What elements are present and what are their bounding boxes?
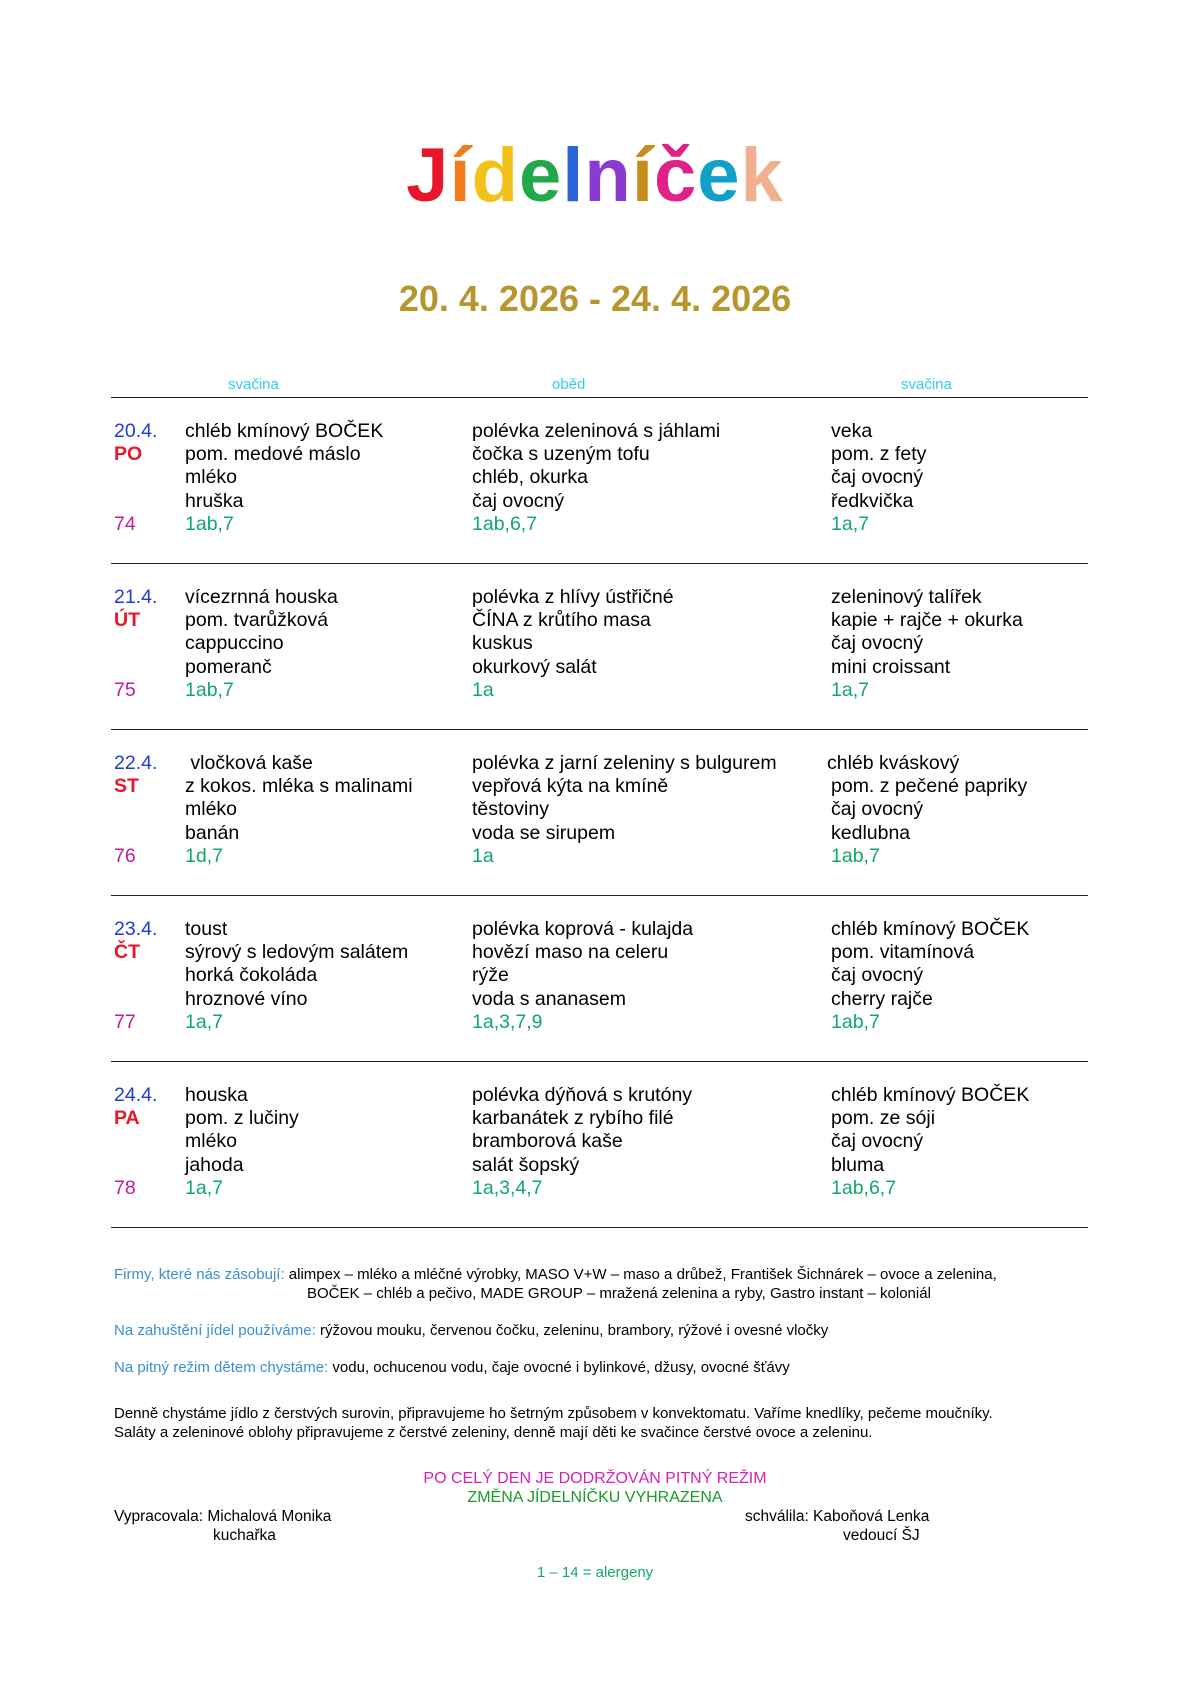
menu-item: mléko xyxy=(185,1130,238,1153)
approved-by: schválila: Kaboňová Lenka xyxy=(745,1508,930,1525)
menu-item: čaj ovocný xyxy=(831,1130,924,1153)
title-letter: d xyxy=(471,133,520,218)
menu-item: mléko xyxy=(185,798,238,821)
day-abbr: PA xyxy=(114,1107,140,1130)
menu-item: chléb kmínový BOČEK xyxy=(185,420,384,442)
menu-item: pom. tvarůžková xyxy=(185,609,329,632)
day-row xyxy=(0,420,1190,580)
note-line-2: Saláty a zeleninové oblohy připravujeme z čerstvé zeleniny, denně mají děti ke svačince čerstvé ovoce a zeleninu. xyxy=(114,1424,873,1441)
column-header-lunch: oběd xyxy=(552,376,586,393)
page-title xyxy=(0,133,1190,218)
column-header-afternoon-snack: svačina xyxy=(901,376,952,393)
lunch-cell xyxy=(472,752,777,868)
menu-item: vločková kaše xyxy=(185,752,313,774)
thickening-text: rýžovou mouku, červenou čočku, zeleninu, brambory, rýžové i ovesné vločky xyxy=(319,1322,829,1339)
menu-item: chléb, okurka xyxy=(472,466,588,489)
day-date: 22.4. xyxy=(114,752,158,774)
allergens: 1ab,7 xyxy=(831,844,880,867)
menu-item: pom. vitamínová xyxy=(831,941,975,964)
afternoon-snack-cell xyxy=(831,586,1023,702)
menu-item: cherry rajče xyxy=(831,987,933,1010)
thickening-label: Na zahuštění jídel používáme: xyxy=(114,1322,316,1339)
day-date: 23.4. xyxy=(114,918,158,940)
allergens: 1a,7 xyxy=(831,512,869,535)
menu-item: toust xyxy=(185,918,228,940)
allergens: 1ab,7 xyxy=(831,1010,880,1033)
day-abbr: ČT xyxy=(114,941,140,964)
title-letter: J xyxy=(406,133,450,218)
menu-item: kuskus xyxy=(472,632,533,655)
approved-by-role: vedoucí ŠJ xyxy=(843,1527,920,1544)
menu-item: mléko xyxy=(185,466,238,489)
suppliers-line-2: BOČEK – chléb a pečivo, MADE GROUP – mražená zelenina a ryby, Gastro instant – koloniál xyxy=(307,1285,931,1302)
menu-item: horká čokoláda xyxy=(185,964,318,987)
lunch-cell xyxy=(472,420,720,536)
note-line-1: Denně chystáme jídlo z čerstvých surovin, připravujeme ho šetrným způsobem v konvektomatu. Vaříme knedlíky, pečeme moučníky. xyxy=(114,1405,993,1422)
menu-item: hruška xyxy=(185,489,244,512)
menu-change-notice: ZMĚNA JÍDELNÍČKU VYHRAZENA xyxy=(467,1489,723,1506)
title-letter: l xyxy=(562,133,585,218)
menu-item: salát šopský xyxy=(472,1153,580,1176)
menu-item: polévka zeleninová s jáhlami xyxy=(472,420,721,442)
title-letter: č xyxy=(653,133,698,218)
menu-item: voda se sirupem xyxy=(472,821,616,844)
menu-item: čaj ovocný xyxy=(831,466,924,489)
menu-item: ČÍNA z krůtího masa xyxy=(472,609,651,632)
allergens: 1a xyxy=(472,678,494,701)
title-letter: k xyxy=(740,133,784,218)
title-letter: e xyxy=(697,133,741,218)
menu-item: polévka koprová - kulajda xyxy=(472,918,694,940)
menu-item: čaj ovocný xyxy=(831,798,924,821)
afternoon-snack-cell xyxy=(831,1084,1029,1200)
lunch-cell xyxy=(472,586,674,702)
day-abbr: ST xyxy=(114,775,139,798)
title-letter: n xyxy=(584,133,632,218)
drinking-label: Na pitný režim dětem chystáme: xyxy=(114,1359,329,1376)
date-range: 20. 4. 2026 - 24. 4. 2026 xyxy=(398,278,792,319)
prepared-by: Vypracovala: Michalová Monika xyxy=(114,1508,332,1525)
day-date: 24.4. xyxy=(114,1084,158,1106)
menu-item: karbanátek z rybího filé xyxy=(472,1107,674,1130)
menu-item: chléb kmínový BOČEK xyxy=(831,918,1030,940)
allergens: 1a,3,7,9 xyxy=(472,1010,543,1033)
day-abbr: PO xyxy=(114,443,143,466)
menu-item: pom. z fety xyxy=(831,443,927,466)
day-number: 75 xyxy=(114,678,136,701)
table-divider xyxy=(111,729,1088,730)
allergens: 1ab,6,7 xyxy=(472,512,538,535)
suppliers-label: Firmy, které nás zásobují: xyxy=(114,1266,285,1283)
table-divider xyxy=(111,563,1088,564)
menu-item: zeleninový talířek xyxy=(831,586,982,608)
menu-item: jahoda xyxy=(185,1153,244,1176)
allergens: 1ab,7 xyxy=(185,678,234,701)
allergens: 1ab,7 xyxy=(185,512,234,535)
menu-item: okurkový salát xyxy=(472,655,597,678)
menu-item: čaj ovocný xyxy=(831,964,924,987)
allergens: 1a,7 xyxy=(185,1176,223,1199)
day-number: 74 xyxy=(114,512,136,535)
menu-item: kedlubna xyxy=(831,821,911,844)
menu-item: hovězí maso na celeru xyxy=(472,941,669,964)
day-number: 76 xyxy=(114,844,136,867)
menu-item: veka xyxy=(831,420,873,442)
menu-item: polévka dýňová s krutóny xyxy=(472,1084,693,1106)
allergens: 1a,3,4,7 xyxy=(472,1176,543,1199)
column-header-morning-snack: svačina xyxy=(228,376,279,393)
day-row xyxy=(0,918,1190,1078)
allergens: 1ab,6,7 xyxy=(831,1176,897,1199)
morning-snack-cell xyxy=(185,1084,299,1200)
day-row xyxy=(0,752,1190,912)
menu-item: čaj ovocný xyxy=(831,632,924,655)
menu-item: čaj ovocný xyxy=(472,489,565,512)
thickening-info xyxy=(114,1321,828,1340)
suppliers-line-1: alimpex – mléko a mléčné výrobky, MASO V+W – maso a drůbež, František Šichnárek – ovoce a zelenina, xyxy=(288,1266,997,1283)
allergens: 1a,7 xyxy=(831,678,869,701)
menu-item: pom. z lučiny xyxy=(185,1107,299,1130)
menu-item: bluma xyxy=(831,1153,885,1176)
allergens: 1a xyxy=(472,844,494,867)
morning-snack-cell xyxy=(185,586,338,702)
allergen-legend: 1 – 14 = alergeny xyxy=(536,1564,654,1581)
menu-item: čočka s uzeným tofu xyxy=(472,443,650,466)
menu-item: pomeranč xyxy=(185,655,272,678)
morning-snack-cell xyxy=(185,918,408,1034)
day-date: 20.4. xyxy=(114,420,158,442)
title-letter: í xyxy=(449,133,472,218)
menu-item: vícezrnná houska xyxy=(185,586,338,608)
day-row xyxy=(0,586,1190,746)
menu-item: cappuccino xyxy=(185,632,284,655)
suppliers-info xyxy=(114,1265,997,1284)
menu-item: polévka z hlívy ústřičné xyxy=(472,586,674,608)
menu-item: pom. medové máslo xyxy=(185,443,361,466)
menu-item: z kokos. mléka s malinami xyxy=(185,775,413,798)
morning-snack-cell xyxy=(185,752,413,868)
day-number: 77 xyxy=(114,1010,136,1033)
menu-item: vepřová kýta na kmíně xyxy=(472,775,669,798)
menu-item: sýrový s ledovým salátem xyxy=(185,941,409,964)
menu-item: houska xyxy=(185,1084,248,1106)
menu-item: hroznové víno xyxy=(185,987,308,1010)
table-divider xyxy=(111,397,1088,398)
menu-item: rýže xyxy=(472,964,509,987)
menu-item: chléb kváskový xyxy=(827,752,960,774)
drinking-info xyxy=(114,1358,790,1377)
menu-item: kapie + rajče + okurka xyxy=(831,609,1023,632)
day-abbr: ÚT xyxy=(114,609,140,632)
lunch-cell xyxy=(472,1084,692,1200)
day-row xyxy=(0,1084,1190,1244)
menu-item: voda s ananasem xyxy=(472,987,626,1010)
lunch-cell xyxy=(472,918,693,1034)
title-letter: í xyxy=(631,133,654,218)
drinking-regime-notice: PO CELÝ DEN JE DODRŽOVÁN PITNÝ REŽIM xyxy=(423,1470,767,1487)
menu-item: mini croissant xyxy=(831,655,951,678)
title-letter: e xyxy=(519,133,563,218)
day-number: 78 xyxy=(114,1176,136,1199)
day-date: 21.4. xyxy=(114,586,158,608)
table-divider xyxy=(111,1227,1088,1228)
table-divider xyxy=(111,1061,1088,1062)
table-divider xyxy=(111,895,1088,896)
menu-item: bramborová kaše xyxy=(472,1130,623,1153)
morning-snack-cell xyxy=(185,420,383,536)
allergens: 1a,7 xyxy=(185,1010,223,1033)
menu-item: chléb kmínový BOČEK xyxy=(831,1084,1030,1106)
menu-item: pom. z pečené papriky xyxy=(831,775,1028,798)
afternoon-snack-cell xyxy=(831,918,1029,1034)
afternoon-snack-cell xyxy=(827,752,1027,868)
prepared-by-role: kuchařka xyxy=(213,1527,276,1544)
menu-item: polévka z jarní zeleniny s bulgurem xyxy=(472,752,777,774)
allergens: 1d,7 xyxy=(185,844,223,867)
menu-item: ředkvička xyxy=(831,489,914,512)
menu-item: pom. ze sóji xyxy=(831,1107,936,1130)
menu-item: těstoviny xyxy=(472,798,549,821)
menu-item: banán xyxy=(185,821,240,844)
afternoon-snack-cell xyxy=(831,420,926,536)
drinking-text: vodu, ochucenou vodu, čaje ovocné i bylinkové, džusy, ovocné šťávy xyxy=(332,1359,790,1376)
